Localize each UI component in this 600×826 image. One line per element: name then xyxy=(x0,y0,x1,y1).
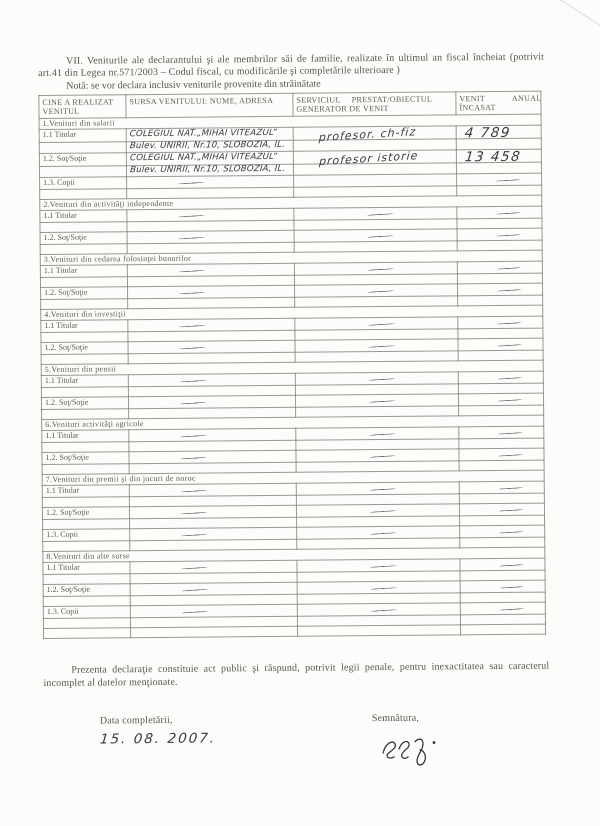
dash-mark xyxy=(371,587,397,590)
dash-mark xyxy=(179,237,205,240)
dash-mark xyxy=(369,345,395,348)
dash-mark xyxy=(180,402,206,405)
dash-mark xyxy=(500,608,524,610)
amount-cell xyxy=(457,206,542,219)
income-table xyxy=(38,90,546,639)
row-label-cell: 1.2. Soţ/Soţie xyxy=(41,342,128,355)
col-header-who-line2: VENITUL xyxy=(42,107,80,117)
dash-mark xyxy=(497,289,521,291)
amount-cell xyxy=(460,558,545,571)
col-header-source-line1: SURSA VENITULUI: NUME, ADRESA xyxy=(129,95,274,107)
col-header-amount-line1: VENIT ANUAL xyxy=(459,93,542,104)
section-title: 8.Venituri din alte surse xyxy=(43,547,545,562)
row-label-cell: 1.2. Soţ/Soţie xyxy=(40,232,127,245)
signature-label: Semnătura, xyxy=(371,712,420,725)
dash-mark xyxy=(370,565,396,568)
section-title: 5.Venituri din pensii xyxy=(41,360,543,375)
section-title: 4.Venituri din investiţii xyxy=(41,305,543,320)
amount-cell xyxy=(456,148,541,166)
dash-mark xyxy=(180,380,206,383)
dash-mark xyxy=(181,534,207,537)
section-vii-heading: VII. Veniturile ale declarantului şi ale membrilor săi de familie, realizate în ultimul an fiscal încheiat (potrivit art.41 din Legea nr.571/2003 – Codul fiscal, cu modificările şi completările ulterioare ) xyxy=(38,51,545,80)
dash-mark xyxy=(498,432,522,434)
amount-cell xyxy=(459,426,544,439)
dash-mark xyxy=(178,182,204,185)
dash-mark xyxy=(368,290,394,293)
dash-mark xyxy=(181,567,207,570)
row-label-cell: 1.2. Soţ/Soţie xyxy=(39,153,126,167)
dash-mark xyxy=(181,457,207,460)
dash-mark xyxy=(370,488,396,491)
source-handwriting-line2: Bulev. UNIRII, Nr.10, SLOBOZIA, IL. xyxy=(129,163,286,176)
dash-mark xyxy=(368,235,394,238)
col-header-who-line1: CINE A REALIZAT xyxy=(42,97,114,107)
service-handwriting: profesor. ch-fiz xyxy=(318,125,417,145)
section-title: 3.Venituri din cedarea folosinţei bunurilor xyxy=(40,250,542,265)
empty-cell xyxy=(297,625,460,636)
col-header-service-line2: GENERATOR DE VENIT xyxy=(296,104,389,115)
dash-mark xyxy=(500,586,524,588)
dash-mark xyxy=(369,378,395,381)
dash-mark xyxy=(368,323,394,326)
row-label-cell: 1.1 Titular xyxy=(42,485,129,498)
source-handwriting-line1: COLEGIUL NAT.„MIHAI VITEAZUL” xyxy=(129,151,278,164)
dash-mark xyxy=(369,400,395,403)
row-label-cell: 1.3. Copii xyxy=(40,177,127,190)
row-label-cell: 1.1 Titular xyxy=(40,265,127,278)
amount-cell xyxy=(456,124,541,142)
amount-cell xyxy=(459,503,544,516)
source-cell-continued xyxy=(126,164,293,176)
dash-mark xyxy=(179,292,205,295)
row-label-cell: 1.3. Copii xyxy=(43,529,130,542)
legal-statement: Prezenta declaraţie constituie act public şi răspund, potrivit legii penale, pentru inexactitatea sau caracterul incomplet al datelor menţionate. xyxy=(43,660,550,689)
amount-cell xyxy=(458,316,543,329)
section-title: 1.Venituri din salarii xyxy=(39,114,541,129)
dash-mark xyxy=(182,589,208,592)
amount-cell xyxy=(457,261,542,274)
dash-mark xyxy=(499,487,523,489)
row-label-cell: 1.2. Soţ/Soţie xyxy=(41,397,128,410)
date-signature-row xyxy=(44,712,550,775)
dash-mark xyxy=(497,322,521,324)
amount-handwriting: 13 458 xyxy=(463,148,523,166)
dash-mark xyxy=(180,347,206,350)
source-cell-continued xyxy=(126,140,293,152)
empty-cell xyxy=(43,628,130,639)
dash-mark xyxy=(368,268,394,271)
dash-mark xyxy=(499,531,523,533)
declaration-table-body xyxy=(39,114,546,638)
dash-mark xyxy=(499,564,523,566)
amount-cell xyxy=(458,393,543,406)
dash-mark xyxy=(499,509,523,511)
dash-mark xyxy=(178,215,204,218)
col-header-amount xyxy=(456,91,541,115)
row-label-cell: 1.1 Titular xyxy=(41,375,128,388)
section-title: 2.Venituri din activităţi independente xyxy=(40,195,542,210)
col-header-amount-line2: ÎNCASAT xyxy=(459,103,496,113)
row-label-cell: 1.1 Titular xyxy=(39,129,126,143)
date-handwriting: 15. 08. 2007. xyxy=(99,730,217,748)
amount-cell xyxy=(460,602,545,615)
amount-cell xyxy=(458,283,543,296)
section-title: 6.Venituri activităţi agricole xyxy=(42,415,544,430)
dash-mark xyxy=(496,212,520,214)
row-label-cell: 1.2. Soţ/Soţie xyxy=(43,584,130,597)
dash-mark xyxy=(367,213,393,216)
row-label-cell: 1.1 Titular xyxy=(41,320,128,333)
dash-mark xyxy=(179,270,205,273)
empty-cell xyxy=(130,626,297,637)
empty-cell xyxy=(460,624,545,635)
amount-cell xyxy=(459,448,544,461)
date-block xyxy=(100,715,216,748)
dash-mark xyxy=(370,510,396,513)
dash-mark xyxy=(497,267,521,269)
dash-mark xyxy=(371,609,397,612)
col-header-service xyxy=(293,92,456,117)
col-header-who xyxy=(39,95,126,119)
dash-mark xyxy=(498,454,522,456)
amount-cell xyxy=(460,525,545,538)
dash-mark xyxy=(180,435,206,438)
dash-mark xyxy=(496,179,520,181)
dash-mark xyxy=(498,377,522,379)
signature-handwriting xyxy=(376,730,446,773)
row-label-cell: 1.1 Titular xyxy=(40,210,127,223)
dash-mark xyxy=(498,344,522,346)
dash-mark xyxy=(182,611,208,614)
scan-artifact xyxy=(547,0,600,30)
source-handwriting-line1: COLEGIUL NAT.„MIHAI VITEAZUL” xyxy=(129,127,278,140)
scan-content xyxy=(38,52,550,776)
amount-cell xyxy=(458,338,543,351)
dash-mark xyxy=(497,234,521,236)
dash-mark xyxy=(179,325,205,328)
amount-cell xyxy=(459,481,544,494)
dash-mark xyxy=(181,490,207,493)
dash-mark xyxy=(369,433,395,436)
note-line: Notă: se vor declara inclusiv veniturile provenite din străinătate xyxy=(66,78,321,92)
dash-mark xyxy=(498,399,522,401)
amount-cell xyxy=(457,173,542,186)
col-header-service-line1: SERVICIUL PRESTAT/OBIECTUL xyxy=(296,94,433,105)
row-label-cell: 1.2. Soţ/Soţie xyxy=(41,287,128,300)
section-title: 7.Venituri din premii şi din jocuri de noroc xyxy=(42,470,544,485)
service-handwriting: profesor istorie xyxy=(318,149,419,169)
empty-cell xyxy=(39,142,126,154)
amount-handwriting: 4 789 xyxy=(463,124,512,142)
signature-block xyxy=(372,713,447,773)
dash-mark xyxy=(370,455,396,458)
date-label: Data completării, xyxy=(99,715,173,727)
row-label-cell: 1.2. Soţ/Soţie xyxy=(42,452,129,465)
source-handwriting-line2: Bulev. UNIRII, Nr.10, SLOBOZIA, IL. xyxy=(129,139,286,152)
row-label-cell: 1.1 Titular xyxy=(42,430,129,443)
empty-cell xyxy=(39,166,126,178)
row-label-cell: 1.2. Soţ/Soţie xyxy=(42,507,129,520)
row-label-cell: 1.3. Copii xyxy=(43,606,130,619)
amount-cell xyxy=(458,371,543,384)
amount-cell xyxy=(460,580,545,593)
amount-cell xyxy=(457,228,542,241)
dash-mark xyxy=(181,512,207,515)
dash-mark xyxy=(370,532,396,535)
row-label-cell: 1.1 Titular xyxy=(43,562,130,575)
col-header-source xyxy=(126,93,293,118)
